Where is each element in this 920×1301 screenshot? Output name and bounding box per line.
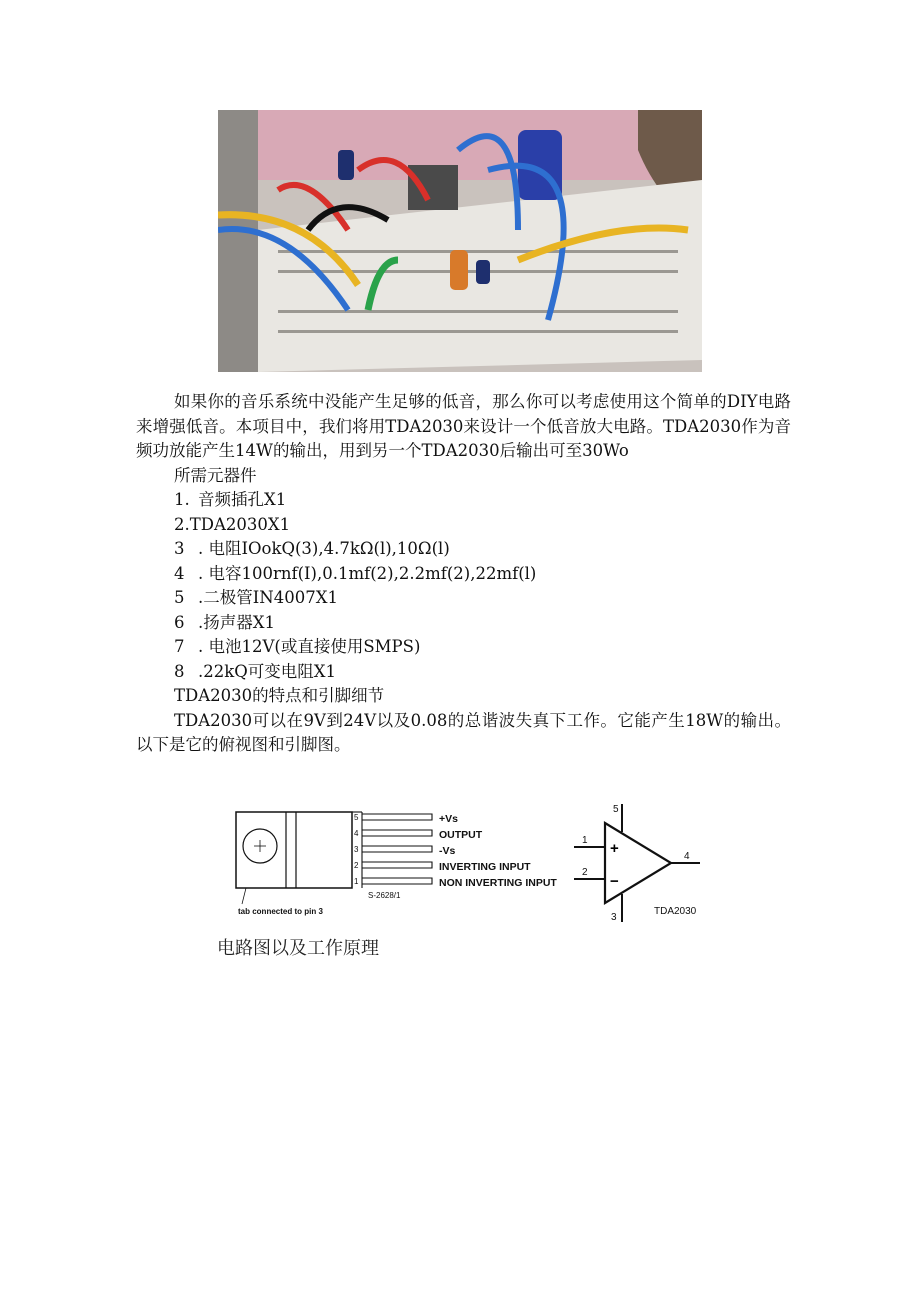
component-num: 1. bbox=[174, 490, 190, 509]
component-item bbox=[136, 562, 791, 587]
component-num: 8 bbox=[174, 661, 185, 681]
component-num: 2. bbox=[174, 514, 190, 534]
component-num: 4 bbox=[174, 563, 185, 583]
component-text: .扬声器X1 bbox=[198, 612, 275, 632]
pin-label: INVERTING INPUT bbox=[439, 861, 531, 873]
component-item bbox=[136, 513, 791, 538]
pin-number: 3 bbox=[354, 845, 359, 854]
component-item bbox=[136, 537, 791, 562]
component-text: TDA2030X1 bbox=[189, 514, 291, 534]
pin-number: 2 bbox=[354, 861, 359, 870]
component-num: 6 bbox=[174, 612, 185, 632]
component-item bbox=[136, 660, 791, 685]
breadboard-photo bbox=[218, 110, 702, 372]
opamp-symbol bbox=[574, 804, 700, 923]
component-item bbox=[136, 488, 791, 513]
opamp-triangle bbox=[605, 823, 671, 903]
opamp-pin-out: 4 bbox=[684, 851, 690, 862]
features-title: TDA2030的特点和引脚细节 bbox=[174, 686, 385, 705]
component-text: 音频插孔X1 bbox=[198, 490, 287, 509]
components-title: 所需元器件 bbox=[174, 465, 257, 485]
component-num: 3 bbox=[174, 539, 185, 558]
pin-number: 4 bbox=[354, 829, 359, 838]
article-body bbox=[136, 390, 791, 758]
section-caption: 电路图以及工作原理 bbox=[217, 938, 379, 959]
component-text: . 电容100rnf(I),0.1mf(2),2.2mf(2),22mf(l) bbox=[198, 563, 537, 583]
component-num: 5 bbox=[174, 588, 185, 607]
component-text: . 电阻IOokQ(3),4.7kΩ(l),10Ω(l) bbox=[198, 539, 450, 558]
pin-label: NON INVERTING INPUT bbox=[439, 877, 557, 889]
pinout-svg bbox=[232, 800, 712, 930]
tab-note: tab connected to pin 3 bbox=[238, 907, 323, 916]
opamp-name: TDA2030 bbox=[654, 906, 697, 917]
package-body bbox=[236, 812, 352, 888]
pin-label: +Vs bbox=[439, 813, 458, 825]
features-paragraph: TDA2030可以在9V到24V以及0.08的总谐波失真下工作。它能产生18W的输出。以下是它的俯视图和引脚图。 bbox=[136, 710, 791, 754]
opamp-pin-in-minus: 2 bbox=[582, 867, 588, 878]
package-code: S-2628/1 bbox=[368, 891, 401, 900]
opamp-pin-top: 5 bbox=[613, 804, 619, 815]
pin-label: OUTPUT bbox=[439, 829, 483, 841]
pin-number: 5 bbox=[354, 813, 359, 822]
component-text: .22kQ可变电阻X1 bbox=[198, 661, 337, 681]
component-text: . 电池12V(或直接使用SMPS) bbox=[198, 637, 421, 656]
component-num: 7 bbox=[174, 637, 185, 656]
pinout-diagram bbox=[232, 800, 712, 930]
opamp-pin-in-plus: 1 bbox=[582, 835, 588, 846]
component-item bbox=[136, 586, 791, 611]
component-text: .二极管IN4007X1 bbox=[198, 588, 338, 607]
pin-number: 1 bbox=[354, 877, 359, 886]
opamp-pin-bottom: 3 bbox=[611, 912, 617, 923]
intro-paragraph: 如果你的音乐系统中没能产生足够的低音，那么你可以考虑使用这个简单的DIY电路来增强低音。本项目中，我们将用TDA2030来设计一个低音放大电路。TDA2030作为音频功放能产生14W的输出，用到另一个TDA2030后输出可至30Wo bbox=[136, 392, 791, 460]
component-item bbox=[136, 611, 791, 636]
pin-label: -Vs bbox=[439, 845, 456, 857]
component-item bbox=[136, 635, 791, 660]
plus-sign: + bbox=[610, 840, 619, 857]
breadboard-illustration bbox=[218, 110, 702, 372]
minus-sign: − bbox=[610, 873, 619, 890]
